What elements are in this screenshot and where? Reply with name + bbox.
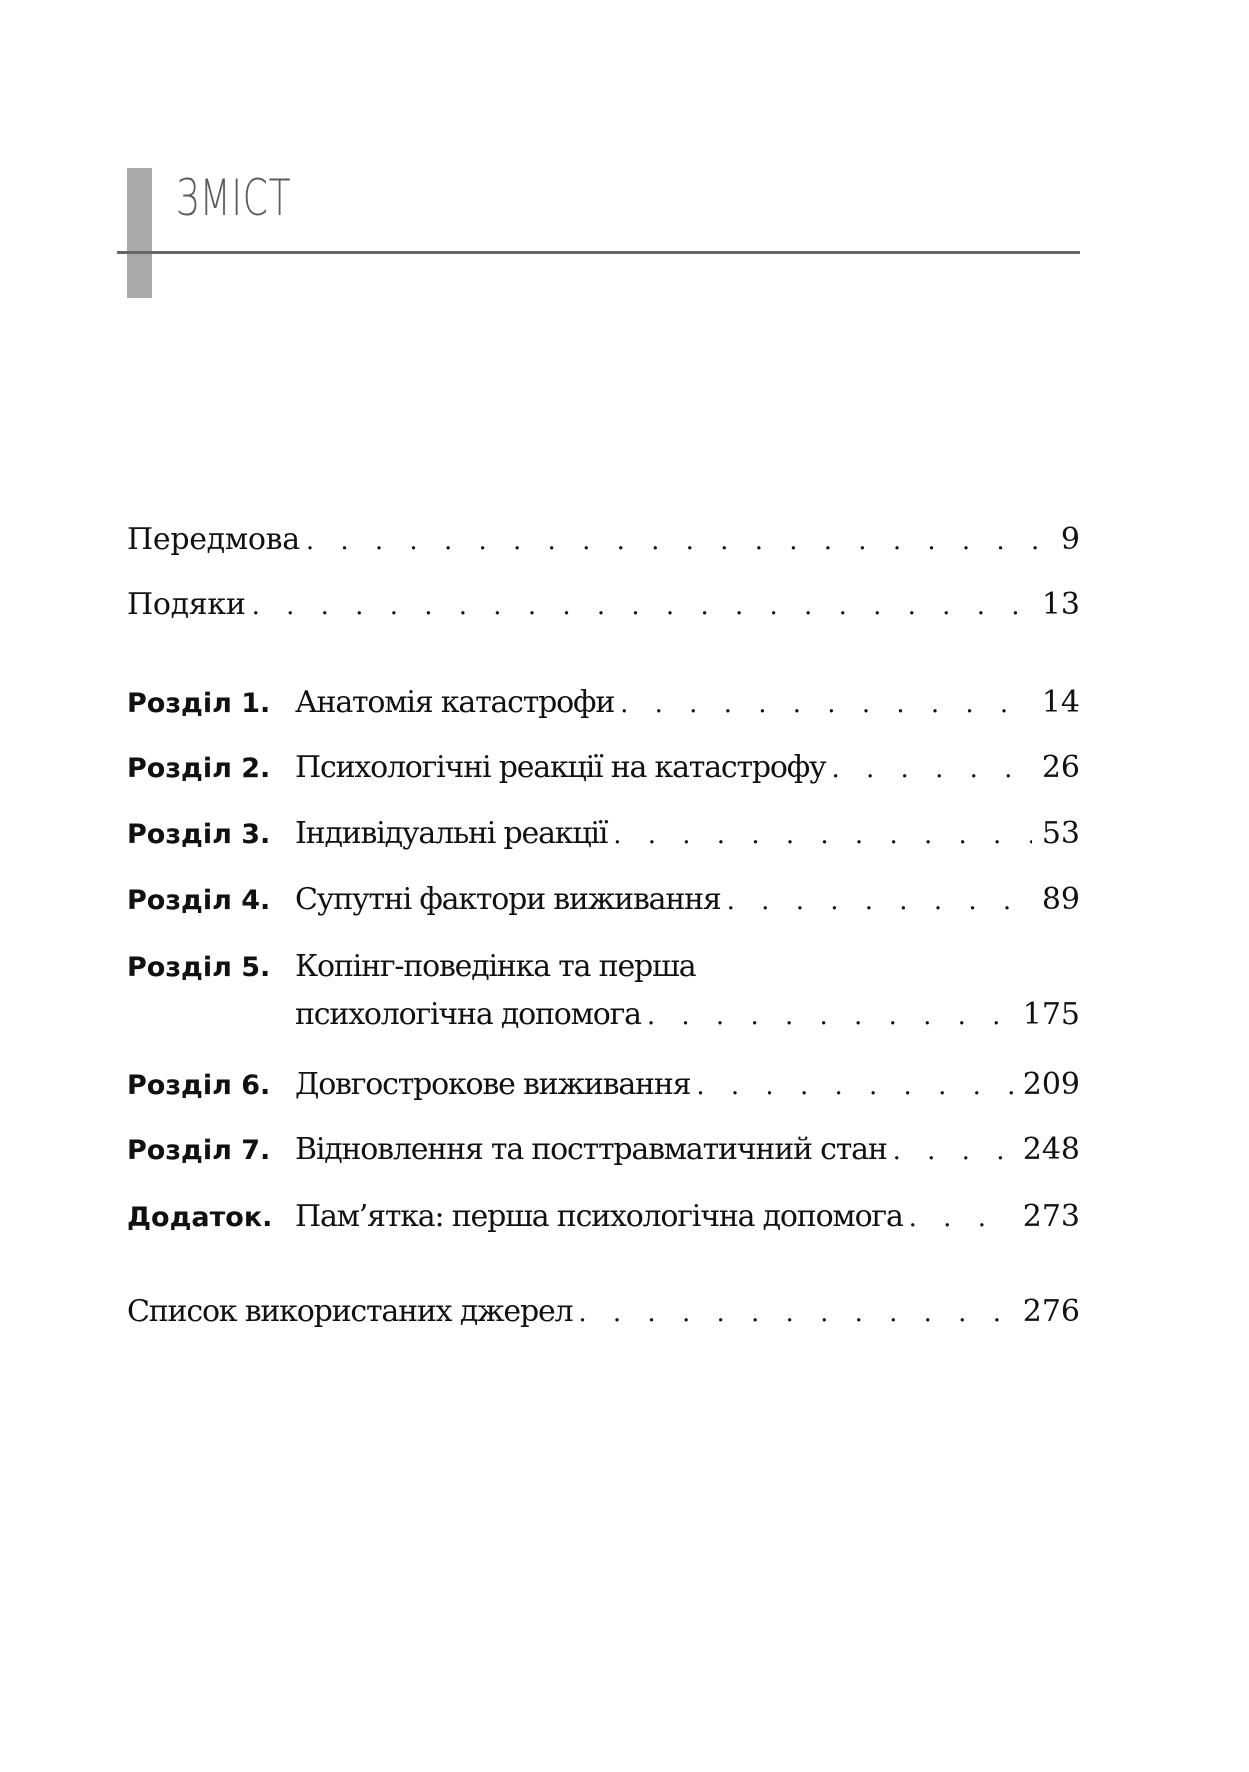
toc-entry-title: Подяки [127,587,246,622]
toc-entry-page: 53 [1041,816,1080,851]
chapter-label: Розділ 7. [127,1135,271,1166]
dot-leader [306,526,1050,556]
dot-leader [613,820,1032,850]
toc-entry-page: 276 [1022,1294,1080,1329]
toc-entry-page: 89 [1041,882,1080,917]
toc-entry-title: Анатомія катастрофи [295,685,615,720]
toc-entry-title: психологічна допомога [295,997,641,1032]
toc-entry-title: Психологічні реакції на катастрофу [295,750,826,785]
toc-entry-chapter-1[interactable] [127,685,1080,729]
dot-leader [252,591,1032,621]
page-title: ЗМІСТ [176,169,292,227]
dot-leader [620,689,1032,719]
dot-leader [727,886,1032,916]
toc-entry-page: 209 [1022,1067,1080,1102]
toc-entry-chapter-7[interactable] [127,1132,1080,1176]
toc-entry-chapter-3[interactable] [127,816,1080,860]
toc-entry-chapter-5-line-2[interactable] [127,997,1080,1041]
toc-entry-page: 248 [1022,1132,1080,1167]
toc-entry-chapter-2[interactable] [127,750,1080,794]
title-accent-bar [127,168,152,298]
toc-entry-page: 14 [1041,685,1080,720]
chapter-label: Розділ 5. [127,952,271,983]
chapter-label: Розділ 2. [127,753,271,784]
toc-entry-title: Передмова [127,522,300,557]
chapter-label: Розділ 1. [127,688,271,719]
dot-leader [647,1001,1013,1031]
toc-entry-page: 13 [1041,587,1080,622]
chapter-label: Розділ 4. [127,885,271,916]
dot-leader [893,1136,1013,1166]
toc-entry-acknowledgements[interactable] [127,587,1080,631]
toc-entry-title: Пам’ятка: перша психологічна допомога [295,1199,903,1234]
toc-entry-chapter-6[interactable] [127,1067,1080,1111]
toc-entry-foreword[interactable] [127,522,1080,566]
toc-entry-chapter-5-line-1[interactable] [127,949,1080,993]
toc-entry-title: Супутні фактори виживання [295,882,721,917]
chapter-label: Додаток. [127,1202,273,1233]
dot-leader [578,1298,1012,1328]
chapter-label: Розділ 3. [127,819,271,850]
toc-entry-references[interactable] [127,1294,1080,1338]
toc-entry-appendix[interactable] [127,1199,1080,1243]
title-divider [117,251,1080,254]
toc-entry-title-line-1: Копінг-поведінка та перша [295,949,696,984]
toc-entry-page: 273 [1022,1199,1080,1234]
toc-entry-title: Відновлення та посттравматичний стан [295,1132,887,1167]
toc-entry-chapter-4[interactable] [127,882,1080,926]
dot-leader [909,1203,1013,1233]
toc-entry-page: 9 [1060,522,1080,557]
toc-entry-title: Список використаних джерел [127,1294,573,1329]
toc-entry-page: 175 [1022,997,1080,1032]
dot-leader [831,754,1031,784]
toc-entry-title: Індивідуальні реакції [295,816,608,851]
toc-entry-page: 26 [1041,750,1080,785]
toc-entry-title: Довгострокове виживання [295,1067,691,1102]
dot-leader [696,1071,1012,1101]
chapter-label: Розділ 6. [127,1070,271,1101]
